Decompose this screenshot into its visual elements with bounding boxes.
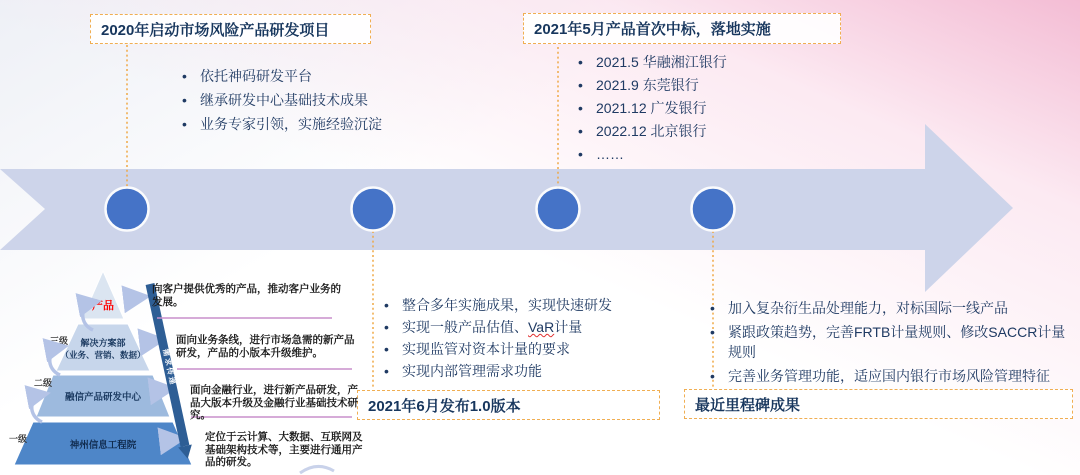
list-item: • 整合多年实施成果，实现快速研发 bbox=[380, 294, 670, 316]
list-item: • 依托神码研发平台 bbox=[178, 64, 428, 88]
milestone-dot-4 bbox=[692, 188, 735, 231]
var-line-prefix: 实现一般产品估值、 bbox=[402, 319, 528, 335]
bullet-list-recent bbox=[706, 298, 1078, 390]
list-item: • 继承研发中心基础技术成果 bbox=[178, 88, 428, 112]
pyramid-description-1: 向客户提供优秀的产品，推动客户业务的发展。 bbox=[152, 283, 341, 308]
pyramid-description-3: 面向金融行业，进行新产品研发，产品大版本升级及金融行业基础技术研究。 bbox=[190, 384, 358, 421]
pyramid-label-rdcenter: 融信产品研发中心 bbox=[64, 392, 142, 403]
milestone-dot-2 bbox=[352, 188, 395, 231]
list-item bbox=[380, 316, 670, 338]
milestone-box-recent: 最近里程碑成果 bbox=[684, 389, 1073, 419]
pyramid-description-2: 面向业务条线，进行市场急需的新产品研发，产品的小版本升级维护。 bbox=[176, 334, 355, 359]
list-item: • 实现内部管理需求功能 bbox=[380, 360, 670, 382]
pyramid-label-institute: 神州信息工程院 bbox=[69, 440, 137, 451]
milestone-dot-3 bbox=[537, 188, 580, 231]
tier-label-1: 一级 bbox=[8, 434, 27, 444]
list-item: • 2021.5 华融湘江银行 bbox=[574, 51, 814, 74]
bullet-list-2021-may bbox=[574, 51, 814, 166]
tier-label-3: 三级 bbox=[49, 336, 68, 346]
milestone-dot-1 bbox=[106, 188, 149, 231]
var-line-suffix: 计量 bbox=[554, 319, 583, 335]
var-term: VaR bbox=[528, 319, 555, 335]
milestone-box-2021-may: 2021年5月产品首次中标，落地实施 bbox=[523, 13, 841, 44]
list-item: • 加入复杂衍生品处理能力，对标国际一线产品 bbox=[706, 298, 1078, 318]
desc-arrow-1 bbox=[126, 297, 143, 299]
list-item: • 2021.9 东莞银行 bbox=[574, 74, 814, 97]
list-item: • …… bbox=[574, 143, 814, 166]
pyramid-label-solutions: 解决方案部 bbox=[80, 338, 126, 348]
desc-arrow-3 bbox=[152, 389, 169, 391]
pyramid-label-product: 产品 bbox=[92, 300, 114, 312]
milestone-box-2020: 2020年启动市场风险产品研发项目 bbox=[90, 14, 371, 44]
list-item: • 紧跟政策趋势，完善FRTB计量规则、修改SACCR计量规则 bbox=[706, 322, 1078, 362]
list-item: • 实现监管对资本计量的要求 bbox=[380, 338, 670, 360]
desc-arrow-2 bbox=[142, 340, 159, 342]
list-item: • 2021.12 广发银行 bbox=[574, 97, 814, 120]
bullet-list-version1 bbox=[380, 294, 670, 382]
milestone-box-2021-jun: 2021年6月发布1.0版本 bbox=[357, 390, 660, 420]
list-item: • 业务专家引领，实施经验沉淀 bbox=[178, 112, 428, 136]
list-item: • 2022.12 北京银行 bbox=[574, 120, 814, 143]
desc-arrow-4 bbox=[162, 439, 179, 441]
pyramid-sublabel-solutions: （业务、营销、数据） bbox=[60, 350, 146, 360]
pyramid-description-4: 定位于云计算、大数据、互联网及基础架构技术等，主要进行通用产品的研发。 bbox=[205, 431, 363, 468]
timeline-arrow-band bbox=[0, 124, 1013, 292]
demand-flow-label: 需求传递 bbox=[161, 347, 178, 388]
tier-label-2: 二级 bbox=[33, 378, 52, 388]
list-item: • 完善业务管理功能，适应国内银行市场风险管理特征 bbox=[706, 366, 1078, 386]
bullet-list-2020 bbox=[178, 64, 428, 136]
